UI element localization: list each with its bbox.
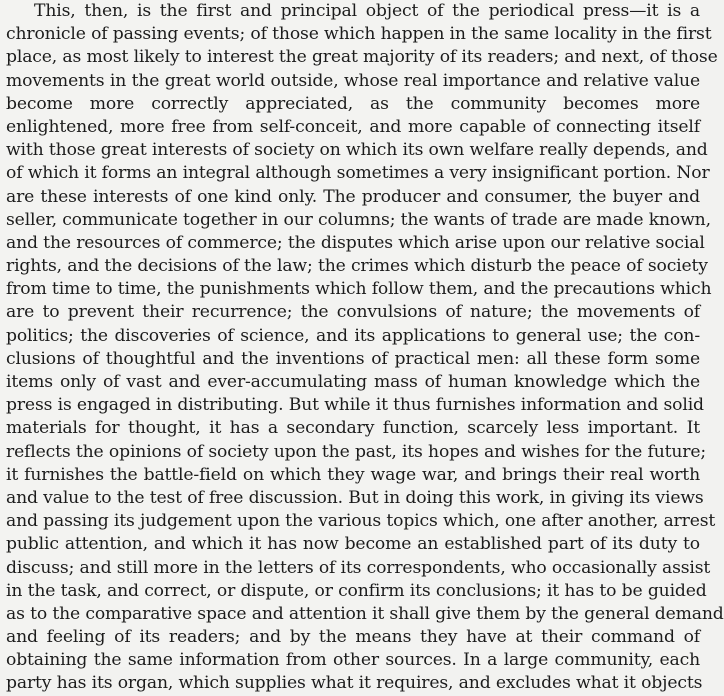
text-line: and passing its judgement upon the various topics which, one after another, arrest bbox=[6, 511, 716, 532]
text-line: materials for thought, it has a secondary function, scarcely less important. It bbox=[6, 418, 700, 439]
text-line: from time to time, the punishments which follow them, and the precautions which bbox=[6, 279, 712, 300]
text-line: and the resources of commerce; the disputes which arise upon our relative social bbox=[6, 232, 705, 253]
text-line: as to the comparative space and attention it shall give them by the general demand bbox=[6, 603, 724, 624]
text-line: movements in the great world outside, whose real importance and relative value bbox=[6, 70, 700, 91]
text-line: and feeling of its readers; and by the means they have at their command of bbox=[6, 627, 700, 648]
text-line: press is engaged in distributing. But while it thus furnishes information and solid bbox=[6, 395, 704, 416]
text-line: rights, and the decisions of the law; the crimes which disturb the peace of society bbox=[6, 256, 708, 277]
text-line: enlightened, more free from self-conceit, and more capable of connecting itself bbox=[6, 116, 700, 137]
text-line: of which it forms an integral although sometimes a very insignificant portion. Nor bbox=[6, 163, 710, 184]
text-line: are to prevent their recurrence; the convulsions of nature; the movements of bbox=[6, 302, 700, 323]
text-line: in the task, and correct, or dispute, or confirm its conclusions; it has to be guided bbox=[6, 580, 707, 601]
text-line: obtaining the same information from other sources. In a large community, each bbox=[6, 650, 700, 671]
text-line: politics; the discoveries of science, and its applications to general use; the con- bbox=[6, 325, 700, 346]
text-line: discuss; and still more in the letters of its correspondents, who occasionally assist bbox=[6, 557, 711, 578]
text-line: are these interests of one kind only. The producer and consumer, the buyer and bbox=[6, 186, 700, 207]
text-line: it furnishes the battle-field on which they wage war, and brings their real worth bbox=[6, 464, 700, 485]
text-line: with those great interests of society on which its own welfare really depends, and bbox=[6, 140, 708, 161]
text-line: place, as most likely to interest the great majority of its readers; and next, of those bbox=[6, 47, 718, 68]
text-line: public attention, and which it has now become an established part of its duty to bbox=[6, 534, 700, 555]
text-line: clusions of thoughtful and the inventions of practical men: all these form some bbox=[6, 348, 700, 369]
text-line: seller, communicate together in our columns; the wants of trade are made known, bbox=[6, 209, 711, 230]
text-line: reflects the opinions of society upon the past, its hopes and wishes for the future; bbox=[6, 441, 707, 462]
text-line: party has its organ, which supplies what it requires, and excludes what it objects bbox=[6, 673, 703, 694]
text-line: chronicle of passing events; of those which happen in the same locality in the first bbox=[6, 24, 712, 45]
text-line: and value to the test of free discussion. But in doing this work, in giving its views bbox=[6, 487, 704, 508]
text-line: items only of vast and ever-accumulating mass of human knowledge which the bbox=[6, 372, 700, 392]
text-line: become more correctly appreciated, as the community becomes more bbox=[6, 93, 700, 114]
text-line: This, then, is the first and principal object of the periodical press—it is a bbox=[34, 1, 700, 21]
